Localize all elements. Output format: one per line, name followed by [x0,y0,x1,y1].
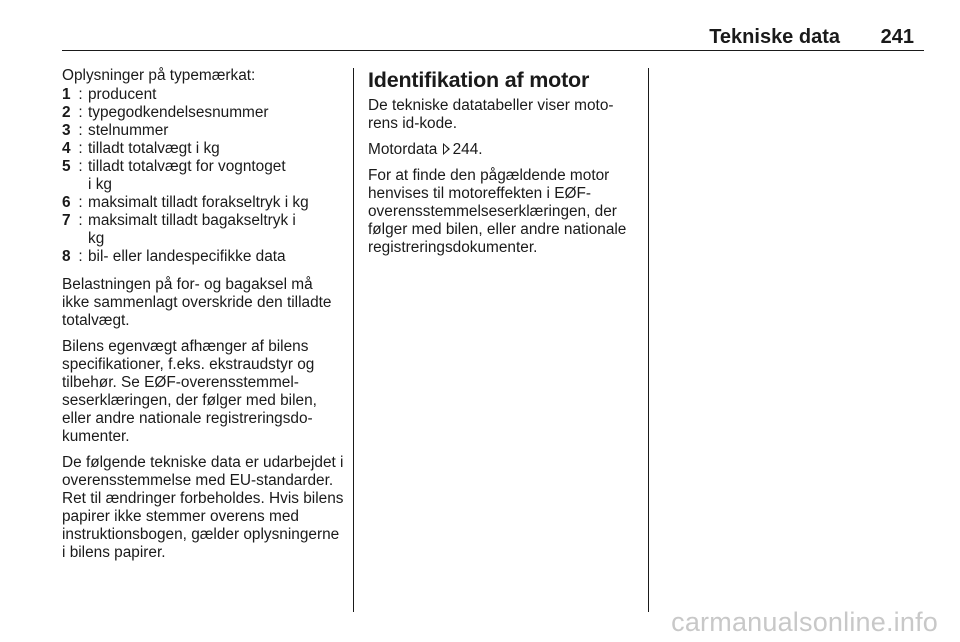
engine-id-paragraph: De tekniske datatabeller viser motorens id-kode. [368,97,614,132]
standards-paragraph: De følgende tekniske data er udarbejdet i overensstemmelse med EU-standarder. Ret til ændringer forbeholdes. Hvis bilens papirer ikke stemmer overens med instruktionsbogen, gælder oplysningerne i bilens papirer. [62,454,344,561]
curb-weight-paragraph: Bilens egenvægt afhænger af bilens specifikationer, f.eks. ekstraudstyr og tilbehør. Se EØF-overensstemmelseserklæringen, der følger med bilen, eller andre nationale registreringsdokumenter. [62,338,317,445]
engine-data-reference [368,141,638,159]
list-item: 6 : maksimalt tilladt forakseltryk i kg [62,194,309,211]
list-item: 7 : maksimalt tilladt bagakseltryk i kg [62,212,296,247]
page-title: Tekniske data [709,26,840,48]
watermark: carmanualsonline.info [671,607,938,637]
right-column [368,67,638,265]
plate-intro: Oplysninger på typemærkat: [62,67,256,84]
list-item: 2 : typegodkendelsesnummer [62,104,269,121]
list-item: 4 : tilladt totalvægt i kg [62,140,220,157]
reference-label: Motordata [368,141,438,158]
list-item: 1 : producent [62,86,157,103]
column-divider-left [353,68,354,612]
column-divider-right [648,68,649,612]
list-item: 3 : stelnummer [62,122,169,139]
plate-list [62,86,344,266]
list-item: 5 : tilladt totalvægt for vogntoget i kg [62,158,286,193]
section-heading: Identifikation af motor [368,68,590,92]
page-number: 241 [880,26,914,48]
engine-lookup-paragraph: For at finde den pågældende motor henvises til motoreffekten i EØF-overensstemmelseserklæringen, der følger med bilen, eller andre nationale registreringsdokumenter. [368,167,627,256]
list-item: 8 : bil- eller landespecifikke data [62,248,286,265]
left-column [62,67,344,570]
axle-load-paragraph: Belastningen på for- og bagaksel må ikke sammenlagt overskride den tilladte totalvægt. [62,276,332,329]
reference-page[interactable]: 244. [452,141,483,158]
page-reference-arrow-icon [444,144,450,154]
page-header [62,26,924,51]
